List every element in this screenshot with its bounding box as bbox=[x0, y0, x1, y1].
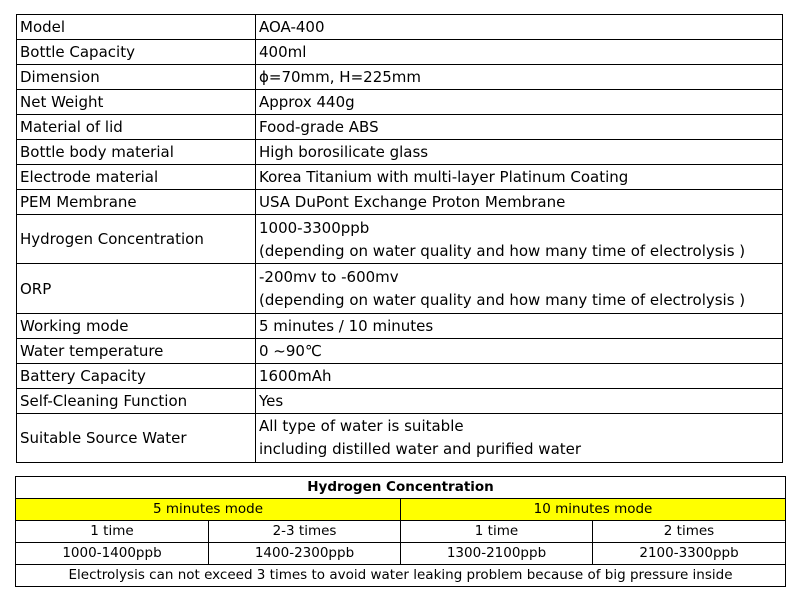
spec-value-line: High borosilicate glass bbox=[259, 143, 429, 161]
spec-row bbox=[17, 40, 783, 65]
spec-key: Electrode material bbox=[17, 165, 256, 190]
mode-5min-header: 5 minutes mode bbox=[16, 499, 401, 521]
spec-key: Net Weight bbox=[17, 90, 256, 115]
spec-key: Suitable Source Water bbox=[17, 413, 256, 462]
spec-value-line: including distilled water and purified water bbox=[259, 440, 582, 459]
spec-key: Working mode bbox=[17, 313, 256, 338]
spec-row bbox=[17, 363, 783, 388]
spec-key: PEM Membrane bbox=[17, 190, 256, 215]
concentration-value-cell: 1000-1400ppb bbox=[16, 543, 209, 565]
spec-row bbox=[17, 165, 783, 190]
spec-value bbox=[256, 140, 783, 165]
concentration-value-cell: 1400-2300ppb bbox=[209, 543, 401, 565]
electrolysis-note: Electrolysis can not exceed 3 times to avoid water leaking problem because of big pressure inside bbox=[16, 565, 786, 587]
spec-key: Bottle body material bbox=[17, 140, 256, 165]
spec-value bbox=[256, 40, 783, 65]
hydrogen-table-title: Hydrogen Concentration bbox=[16, 477, 786, 499]
spec-row bbox=[17, 413, 783, 462]
spec-row bbox=[17, 140, 783, 165]
spec-value-line: Food-grade ABS bbox=[259, 118, 379, 136]
concentration-value-cell: 2100-3300ppb bbox=[593, 543, 786, 565]
spec-value bbox=[256, 90, 783, 115]
spec-key: Water temperature bbox=[17, 338, 256, 363]
spec-value-line: USA DuPont Exchange Proton Membrane bbox=[259, 193, 566, 211]
spec-row bbox=[17, 190, 783, 215]
note-row bbox=[16, 565, 786, 587]
spec-value-line: 400ml bbox=[259, 43, 307, 61]
spec-key: Bottle Capacity bbox=[17, 40, 256, 65]
spec-value bbox=[256, 215, 783, 264]
spec-value bbox=[256, 388, 783, 413]
spec-value bbox=[256, 165, 783, 190]
spec-row bbox=[17, 90, 783, 115]
spec-value bbox=[256, 190, 783, 215]
spec-key: Dimension bbox=[17, 65, 256, 90]
spec-value-line: AOA-400 bbox=[259, 18, 325, 36]
spec-value-line: Approx 440g bbox=[259, 93, 355, 111]
spec-value-line: ϕ=70mm, H=225mm bbox=[259, 68, 422, 86]
concentration-values-row bbox=[16, 543, 786, 565]
spec-row bbox=[17, 215, 783, 264]
times-row bbox=[16, 521, 786, 543]
spec-key: ORP bbox=[17, 264, 256, 313]
spec-row bbox=[17, 338, 783, 363]
spec-row bbox=[17, 65, 783, 90]
times-cell: 1 time bbox=[16, 521, 209, 543]
concentration-value-cell: 1300-2100ppb bbox=[401, 543, 593, 565]
times-cell: 1 time bbox=[401, 521, 593, 543]
times-cell: 2 times bbox=[593, 521, 786, 543]
spec-key: Material of lid bbox=[17, 115, 256, 140]
spec-value-line: 1600mAh bbox=[259, 366, 332, 385]
spec-row bbox=[17, 115, 783, 140]
spec-value bbox=[256, 413, 783, 462]
spec-table-body bbox=[17, 15, 783, 463]
spec-value-line: All type of water is suitable bbox=[259, 417, 464, 436]
spec-row bbox=[17, 264, 783, 313]
mode-header-row bbox=[16, 499, 786, 521]
spec-value bbox=[256, 338, 783, 363]
spec-value bbox=[256, 115, 783, 140]
times-cell: 2-3 times bbox=[209, 521, 401, 543]
spec-row bbox=[17, 313, 783, 338]
spec-value-line: -200mv to -600mv bbox=[259, 268, 399, 287]
spec-value-line: (depending on water quality and how many time of electrolysis ) bbox=[259, 291, 746, 310]
spec-row bbox=[17, 15, 783, 40]
spec-value-line: 5 minutes / 10 minutes bbox=[259, 316, 434, 335]
spec-value bbox=[256, 313, 783, 338]
mode-10min-header: 10 minutes mode bbox=[401, 499, 786, 521]
spec-value-line: (depending on water quality and how many time of electrolysis ) bbox=[259, 241, 746, 260]
spec-value bbox=[256, 264, 783, 313]
spec-key: Battery Capacity bbox=[17, 363, 256, 388]
spec-value-line: Korea Titanium with multi-layer Platinum Coating bbox=[259, 168, 629, 186]
spec-row bbox=[17, 388, 783, 413]
spec-key: Self-Cleaning Function bbox=[17, 388, 256, 413]
spec-value bbox=[256, 15, 783, 40]
hydrogen-concentration-table bbox=[15, 476, 786, 587]
spec-key: Model bbox=[17, 15, 256, 40]
hydrogen-table-title-row bbox=[16, 477, 786, 499]
spec-value bbox=[256, 363, 783, 388]
spec-value-line: Yes bbox=[259, 391, 284, 410]
spec-value-line: 0 ~90℃ bbox=[259, 341, 322, 360]
spec-table bbox=[16, 14, 783, 463]
spec-value bbox=[256, 65, 783, 90]
spec-value-line: 1000-3300ppb bbox=[259, 218, 370, 237]
spec-key: Hydrogen Concentration bbox=[17, 215, 256, 264]
